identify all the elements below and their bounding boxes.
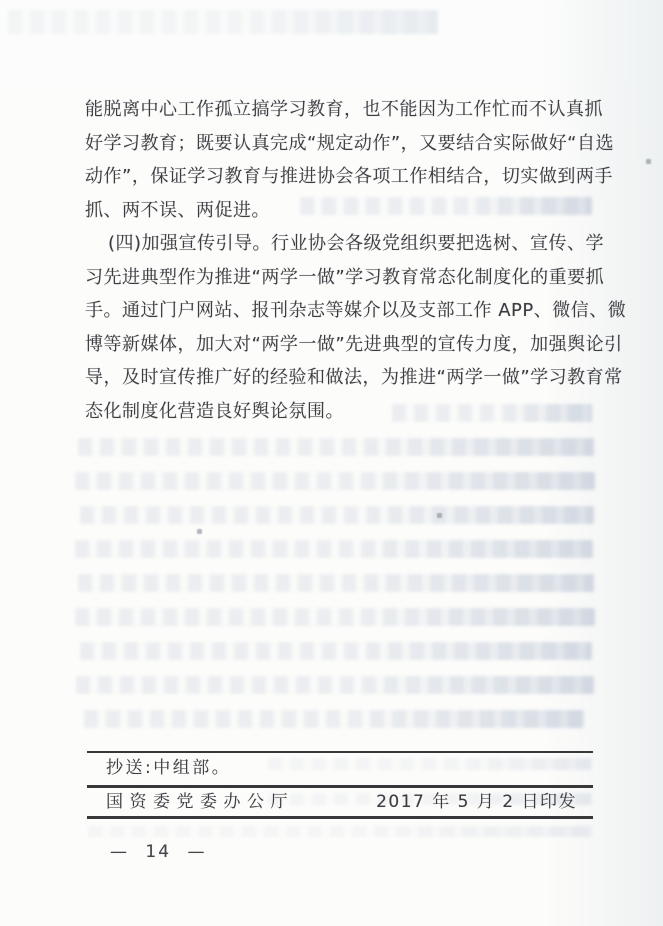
scan-speck [197, 529, 202, 534]
bleed-line [268, 758, 592, 770]
bleed-line [75, 472, 595, 490]
bleed-line [78, 574, 594, 592]
body-line: 能脱离中心工作孤立搞学习教育，也不能因为工作忙而不认真抓 [85, 99, 603, 120]
scan-speck [646, 159, 651, 164]
bleed-line [8, 10, 438, 34]
footer-rule-middle [87, 785, 593, 788]
bleed-line [78, 438, 594, 456]
bleed-line [80, 506, 594, 524]
bleed-line [88, 826, 592, 837]
issuing-office: 国资委党委办公厅 [106, 792, 294, 812]
body-line: 态化制度化营造良好舆论氛围。 [85, 400, 344, 422]
body-line: 手。通过门户网站、报刊杂志等媒介以及支部工作 APP、微信、微 [85, 300, 627, 321]
issue-row [106, 791, 577, 813]
bleed-line [76, 676, 594, 694]
bleed-line [75, 608, 595, 626]
page-number: — 14 — [110, 842, 207, 862]
scan-speck [437, 513, 442, 518]
bleed-line [84, 710, 584, 728]
bleed-line [75, 540, 593, 558]
print-date: 2017 年 5 月 2 日印发 [376, 792, 577, 812]
footer-rule-bottom [87, 816, 593, 819]
body-line: 导，及时宣传推广好的经验和做法，为推进“两学一做”学习教育常 [85, 367, 623, 388]
footer-rule-top [87, 751, 593, 753]
copy-note: 抄送:中组部。 [106, 758, 232, 778]
body-line: (四)加强宣传引导。行业协会各级党组织要把选树、宣传、学 [108, 233, 605, 254]
body-line: 习先进典型作为推进“两学一做”学习教育常态化制度化的重要抓 [85, 266, 605, 288]
body-line: 抓、两不误、两促进。 [85, 199, 270, 221]
body-line: 动作”，保证学习教育与推进协会各项工作相结合，切实做到两手 [85, 166, 613, 187]
body-line: 好学习教育；既要认真完成“规定动作”，又要结合实际做好“自选 [85, 132, 614, 154]
bleed-line [80, 642, 592, 660]
copy-to-row [106, 757, 231, 779]
document-body [85, 93, 627, 428]
body-line: 博等新媒体，加大对“两学一做”先进典型的宣传力度，加强舆论引 [85, 333, 623, 355]
